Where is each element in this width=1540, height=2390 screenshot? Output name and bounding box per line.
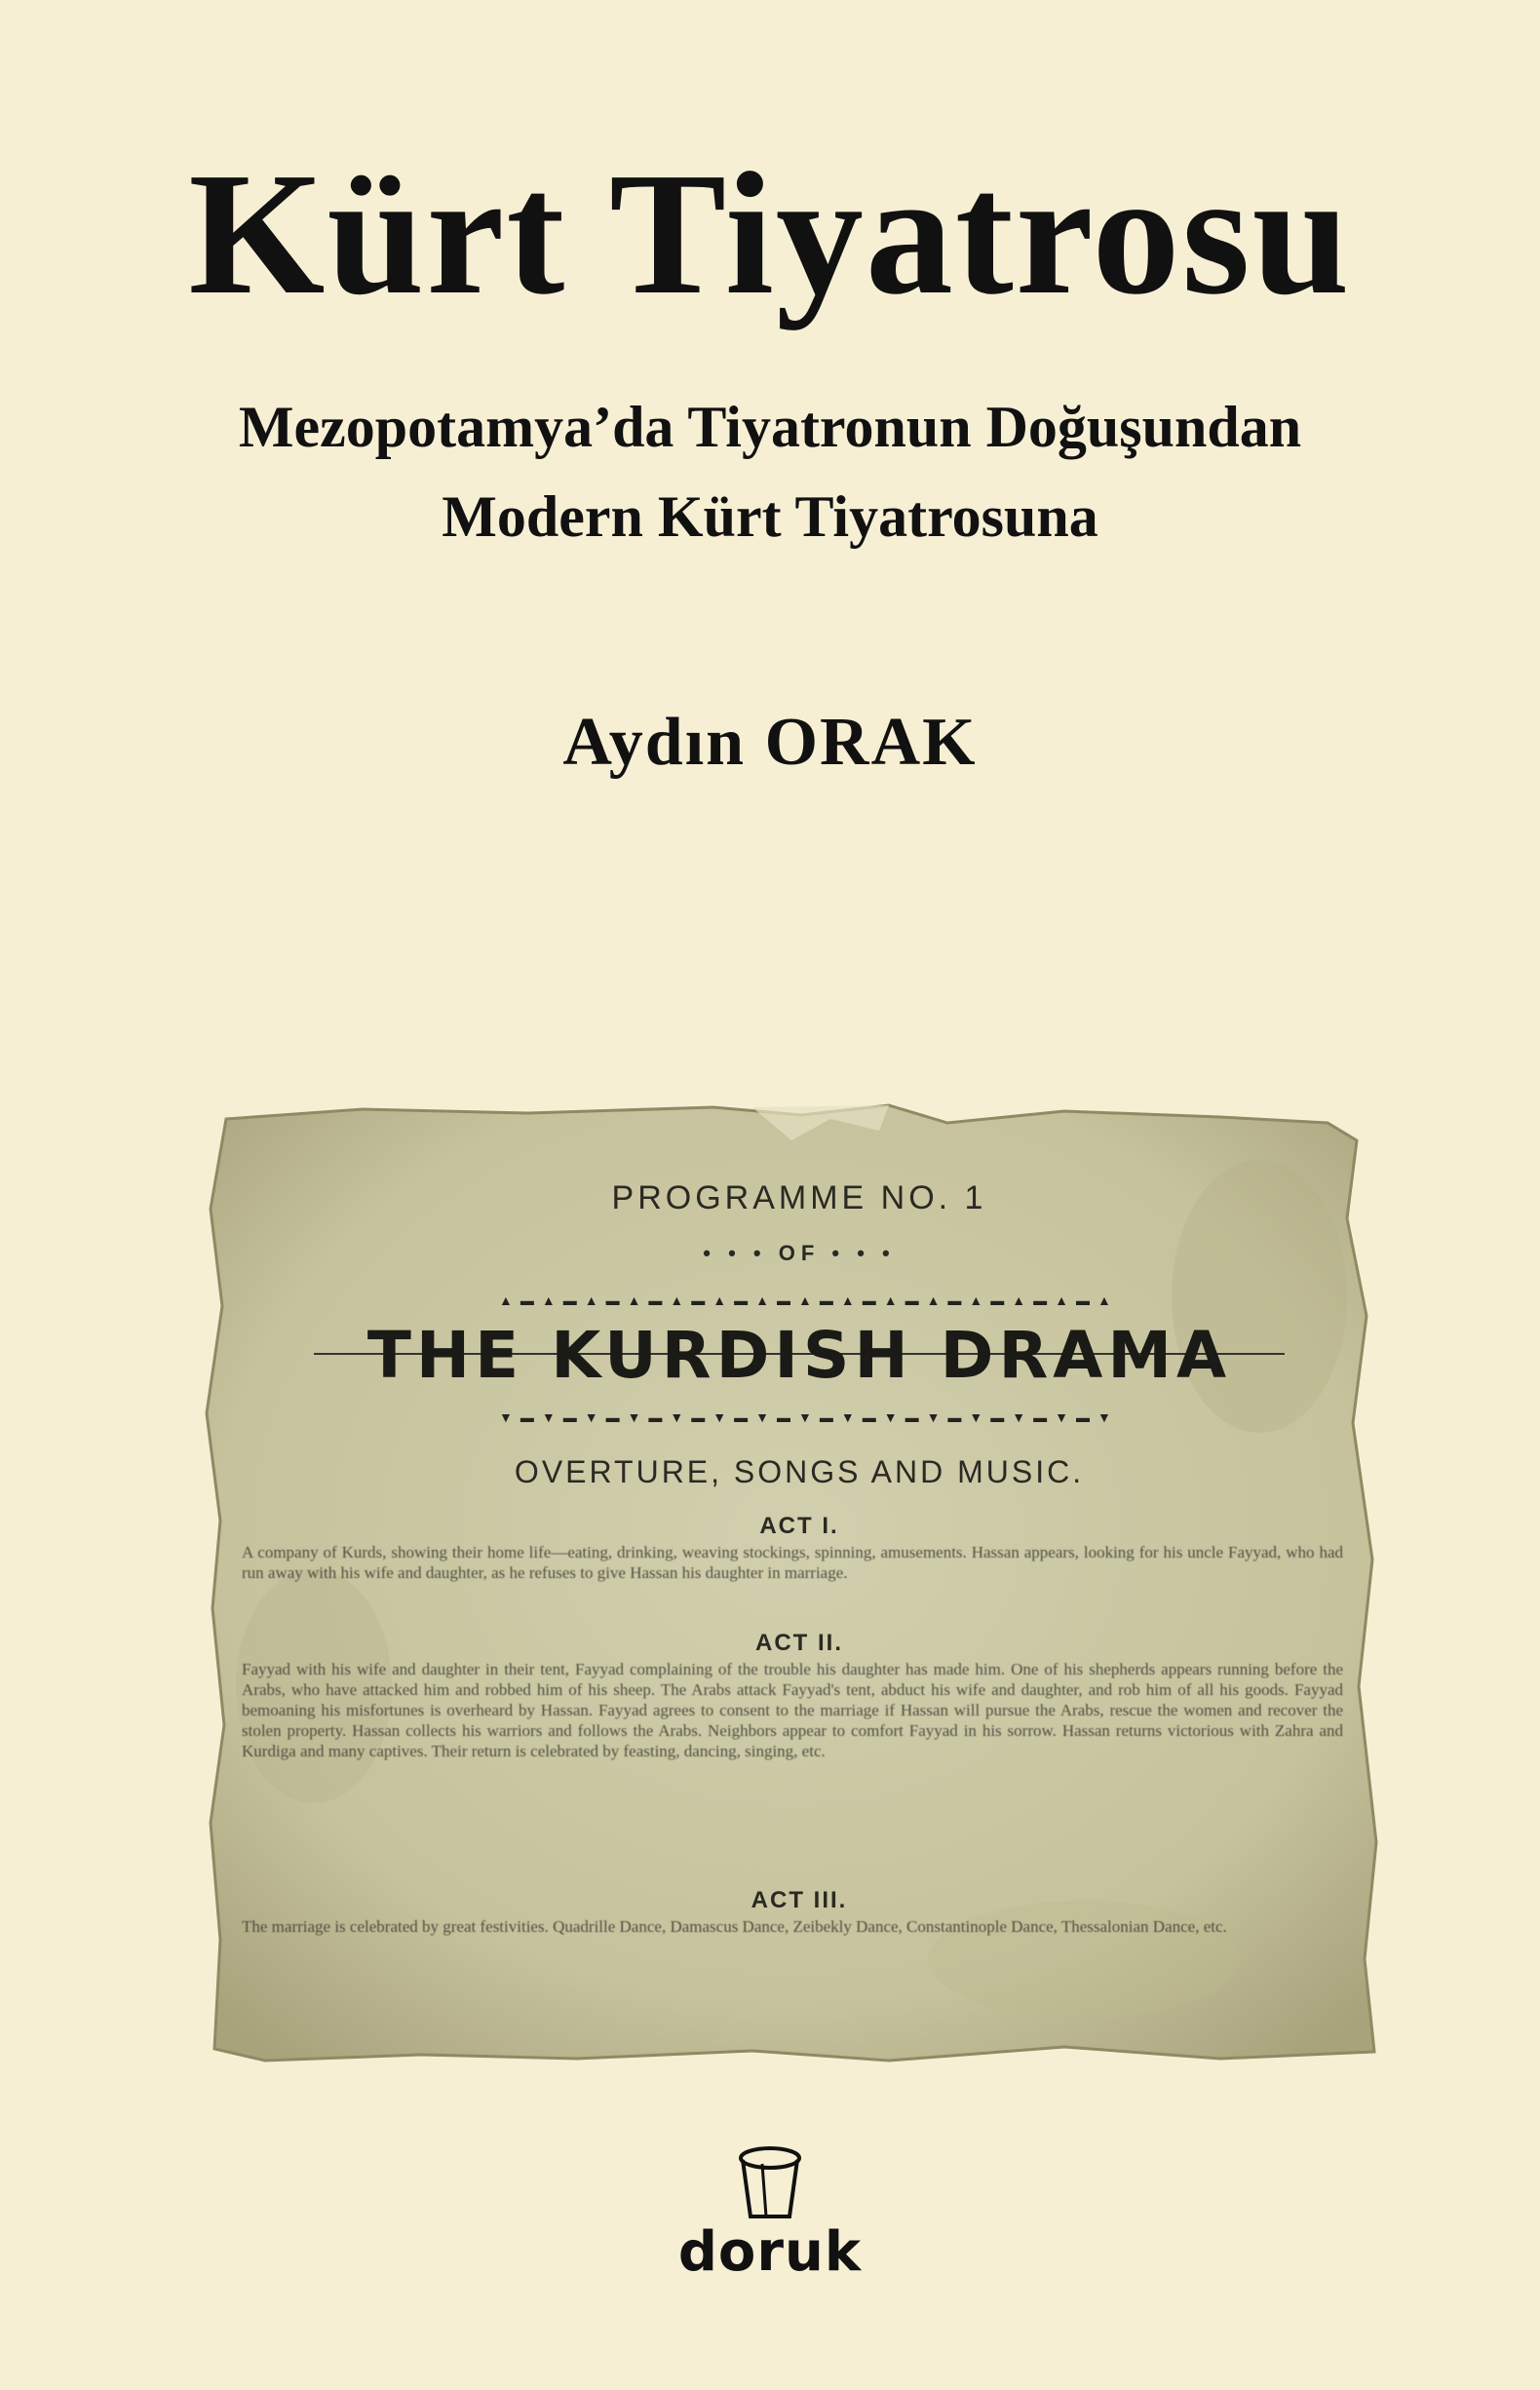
programme-overture: OVERTURE, SONGS AND MUSIC. — [514, 1454, 1085, 1489]
author-name: Aydın ORAK — [562, 705, 978, 780]
act-1-label: ACT I. — [759, 1513, 839, 1539]
programme-text — [207, 1101, 1392, 2066]
act-2-label: ACT II. — [755, 1630, 843, 1656]
programme-main-title: THE KURDISH DRAMA — [366, 1318, 1232, 1393]
subtitle-line-1: Mezopotamya’da Tiyatronun Doğuşundan — [238, 395, 1302, 459]
ornament-top: ▲▬▲▬▲▬▲▬▲▬▲▬▲▬▲▬▲▬▲▬▲▬▲▬▲▬▲▬▲ — [499, 1292, 1119, 1308]
cup-logo-icon — [733, 2144, 807, 2222]
act-3-label: ACT III. — [751, 1887, 848, 1913]
act-1-text: A company of Kurds, showing their home life—eating, drinking, weaving stockings, spinning, amusements. Hassan appears, looking for his uncle Fayyad, who had run away with his wife and daughter, as he refuses to give Hassan his daughter in marriage. — [242, 1543, 1343, 1582]
programme-of: • • • OF • • • — [703, 1241, 896, 1265]
act-2-text: Fayyad with his wife and daughter in their tent, Fayyad complaining of the trouble his daughter has made him. One of his shepherds appears running before the Arabs, who have attacked him and robbed him of his sheep. The Arabs attack Fayyad's tent, abduct his wife and daughter, and rob him of all his goods. Fayyad bemoaning his misfortunes is overheard by Hassan. Fayyad agrees to consent to the marriage if Hassan will pursue the Arabs, rescue the women and recover the stolen property. Hassan collects his warriors and follows the Arabs. Neighbors appear to comfort Fayyad in his sorrow. Hassan returns victorious with Zahra and Kurdiga and many captives. Their return is celebrated by feasting, dancing, singing, etc. — [242, 1660, 1343, 1760]
subtitle-line-2: Modern Kürt Tiyatrosuna — [442, 484, 1098, 549]
programme-image — [207, 1101, 1392, 2066]
programme-heading: PROGRAMME NO. 1 — [611, 1179, 987, 1216]
publisher-name: doruk — [677, 2220, 863, 2284]
act-3-text: The marriage is celebrated by great festivities. Quadrille Dance, Damascus Dance, Zeibekly Dance, Constantinople Dance, Thessalonian Dance, etc. — [242, 1917, 1227, 1936]
publisher-logo — [624, 2144, 916, 2300]
book-subtitle — [0, 382, 1540, 561]
ornament-bottom: ▼▬▼▬▼▬▼▬▼▬▼▬▼▬▼▬▼▬▼▬▼▬▼▬▼▬▼▬▼ — [499, 1409, 1119, 1425]
book-title: Kürt Tiyatrosu — [188, 136, 1352, 330]
